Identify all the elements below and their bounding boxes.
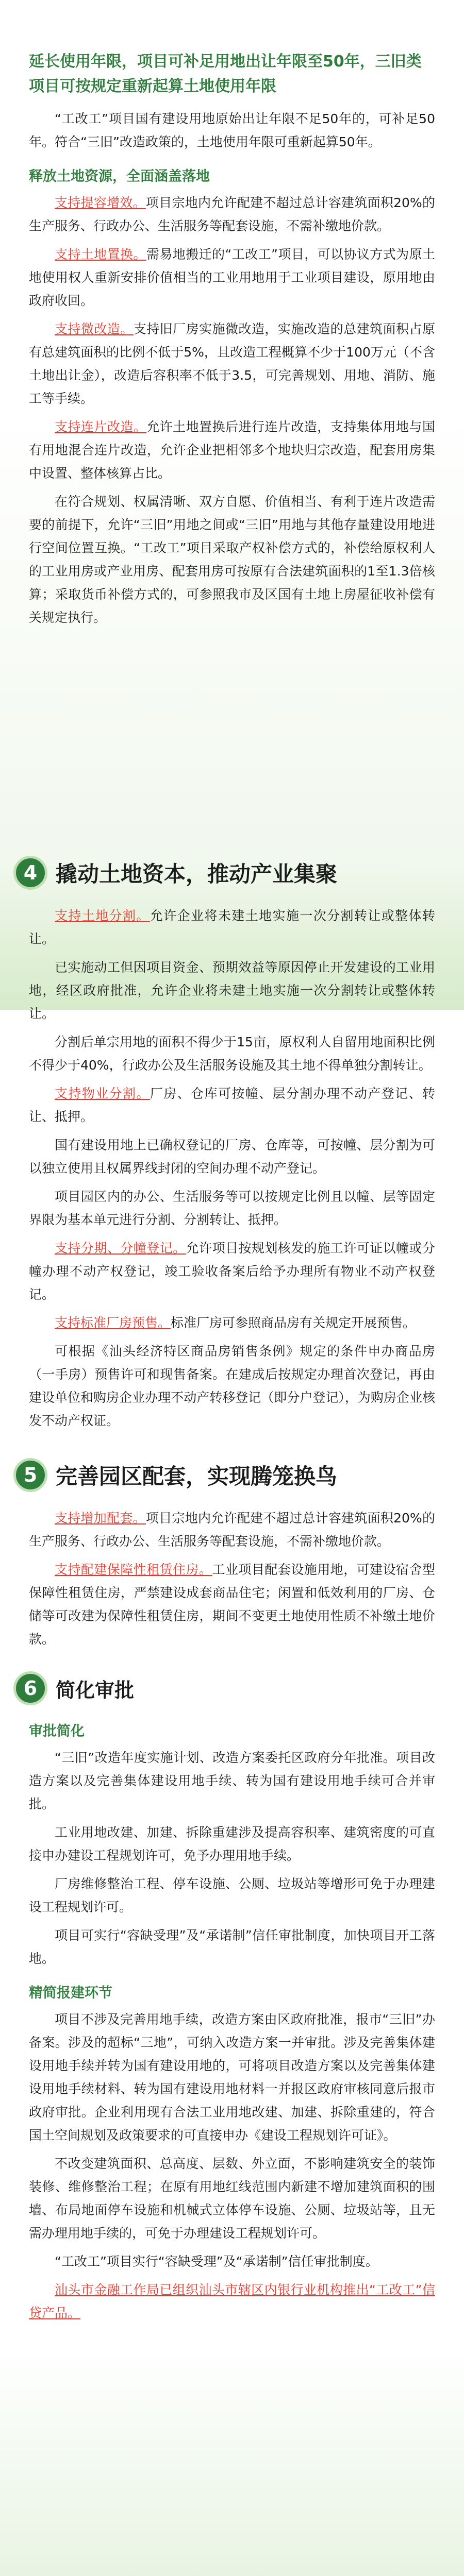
paragraph-text: 标准厂房可参照商品房有关规定开展预售。 — [171, 1315, 416, 1330]
paragraph-text: 项目宗地内允许配建不超过总计容建筑面积20%的生产服务、行政办公、生活服务等配套设施，不需补缴地价款。 — [29, 1511, 435, 1549]
release-item-label: 支持微改造。 — [55, 321, 134, 336]
release-item — [29, 243, 435, 312]
release-item-label: 支持连片改造。 — [55, 419, 147, 434]
paragraph: “工改工”项目实行“容缺受理”及“承诺制”信任审批制度。 — [55, 2254, 378, 2269]
section-title: 撬动土地资本，推动产业集聚 — [56, 861, 338, 887]
paragraph — [29, 1311, 435, 1334]
paragraph: 已实施动工但因项目资金、预期效益等原因停止开发建设的工业用地，经区政府批准，允许企业将未建土地实施一次分割转让或整体转让。 — [29, 960, 435, 1021]
intro-lead-heading: 延长使用年限，项目可补足用地出让年限至50年，三旧类项目可按规定重新起算土地使用年限 — [29, 53, 422, 95]
section-title: 简化审批 — [56, 1679, 135, 1702]
release-item — [29, 415, 435, 485]
section-6-header — [13, 1671, 435, 1705]
paragraph-text: 允许企业将未建土地实施一次分割转让或整体转让。 — [29, 908, 435, 946]
subheading-approval-simplification: 审批简化 — [29, 1723, 85, 1739]
release-item-label: 支持土地置换。 — [55, 247, 146, 262]
highlight-label: 支持物业分割。 — [55, 1086, 150, 1101]
section-number-badge: 6 — [13, 1671, 47, 1705]
paragraph-text: 工业项目配套设施用地，可建设宿舍型保障性租赁住房，严禁建设成套商品住宅；闲置和低效利用的厂房、仓储等可改建为保障性租赁住房，期间不变更土地使用性质不补缴土地价款。 — [29, 1562, 435, 1647]
paragraph — [29, 904, 435, 951]
spacer — [29, 1437, 435, 1458]
paragraph — [29, 2278, 435, 2325]
release-paragraph: 在符合规划、权属清晰、双方自愿、价值相当、有利于连片改造需要的前提下，允许“三旧”用地之间或“三旧”用地与其他存量建设用地进行空间位置互换。“工改工”项目采取产权补偿方式的，补偿给原权利人的工业用房或产业用房、配套用房可按原有合法建筑面积的1至1.3倍核算；采取货币补偿方式的，可参照我市及区国有土地上房屋征收补偿有关规定执行。 — [29, 494, 435, 625]
subheading-streamline-filing: 精简报建环节 — [29, 1985, 112, 2001]
section-number-badge: 5 — [13, 1458, 47, 1492]
highlight-label: 支持配建保障性租赁住房。 — [55, 1562, 212, 1577]
release-item — [29, 191, 435, 238]
highlight-text: 汕头市金融工作局已组织汕头市辖区内银行业机构推出“工改工”信贷产品。 — [29, 2282, 435, 2320]
spacer — [29, 1656, 435, 1671]
release-heading: 释放土地资源，全面涵盖落地 — [29, 168, 210, 184]
section-number-badge: 4 — [13, 856, 47, 890]
paragraph — [29, 1506, 435, 1553]
release-item-text: 允许土地置换后进行连片改造，支持集体用地与国有用地混合连片改造，允许企业把相邻多个地块归宗改造，配套用房集中设置、整体核算占比。 — [29, 419, 435, 481]
section-5-header — [13, 1458, 435, 1492]
release-item-text: 需易地搬迁的“工改工”项目，可以协议方式为原土地使用权人重新安排价值相当的工业用地用于工业项目建设，原用地由政府收回。 — [29, 247, 435, 308]
intro-paragraph: “工改工”项目国有建设用地原始出让年限不足50年的，可补足50年。符合“三旧”改造政策的，土地使用年限可重新起算50年。 — [29, 111, 435, 149]
paragraph: 项目可实行“容缺受理”及“承诺制”信任审批制度，加快项目开工落地。 — [29, 1928, 435, 1966]
paragraph: 分割后单宗用地的面积不得少于15亩，原权利人自留用地面积比例不得少于40%，行政办公及生活服务设施及其土地不得单独分割转让。 — [29, 1035, 435, 1073]
release-item — [29, 317, 435, 410]
spacer — [29, 634, 435, 856]
section-4-header — [13, 856, 435, 890]
highlight-label: 支持分期、分幢登记。 — [55, 1241, 186, 1256]
release-item-text: 项目宗地内允许配建不超过总计容建筑面积20%的生产服务、行政办公、生活服务等配套设施，不需补缴地价款。 — [29, 195, 435, 233]
paragraph: 厂房维修整治工程、停车设施、公厕、垃圾站等增形可免于办理建设工程规划许可。 — [29, 1876, 435, 1914]
release-item-label: 支持提容增效。 — [55, 195, 146, 210]
highlight-label: 支持标准厂房预售。 — [55, 1315, 171, 1330]
section-title: 完善园区配套，实现腾笼换鸟 — [56, 1464, 338, 1489]
paragraph — [29, 1082, 435, 1128]
paragraph — [29, 1236, 435, 1306]
release-item-text: 支持旧厂房实施微改造，实施改造的总建筑面积占原有总建筑面积的比例不低于5%，且改造工程概算不少于100万元（不含土地出让金），改造后容积率不低于3.5，可完善规划、用地、消防、施工等手续。 — [29, 321, 435, 406]
highlight-label: 支持土地分割。 — [55, 908, 150, 923]
paragraph: 项目不涉及完善用地手续，改造方案由区政府批准，报市“三旧”办备案。涉及的超标“三地”，可纳入改造方案一并审批。涉及完善集体建设用地手续并转为国有建设用地的，可将项目改造方案以及完善集体建设用地手续材料、转为国有建设用地材料一并报区政府审核同意后报市政府审批。企业利用现有合法工业用地改建、加建、拆除重建的，符合国土空间规划及政策要求的可直接申办《建设工程规划许可证》。 — [29, 2012, 435, 2143]
paragraph: 项目园区内的办公、生活服务等可以按规定比例且以幢、层等固定界限为基本单元进行分割、分割转让、抵押。 — [29, 1189, 435, 1227]
paragraph: “三旧”改造年度实施计划、改造方案委托区政府分年批准。项目改造方案以及完善集体建设用地手续、转为国有建设用地手续可合并审批。 — [29, 1750, 435, 1811]
paragraph: 不改变建筑面积、总高度、层数、外立面，不影响建筑安全的装饰装修、维修整治工程；在原有用地红线范围内新建不增加建筑面积的围墙、布局地面停车设施和机械式立体停车设施、公厕、垃圾站等，且无需办理用地手续的，可免于办理建设工程规划许可。 — [29, 2156, 435, 2241]
paragraph: 国有建设用地上已确权登记的厂房、仓库等，可按幢、层分割为可以独立使用且权属界线封闭的空间办理不动产登记。 — [29, 1138, 435, 1176]
paragraph: 可根据《汕头经济特区商品房销售条例》规定的条件申办商品房（一手房）预售许可和现售备案。在建成后按规定办理首次登记，再由建设单位和购房企业办理不动产转移登记（即分户登记），为购房企业核发不动产权证。 — [29, 1344, 435, 1428]
background-band-bottom — [0, 2349, 464, 2576]
highlight-label: 支持增加配套。 — [55, 1511, 146, 1526]
paragraph-text: 允许项目按规划核发的施工许可证以幢或分幢办理不动产权登记，竣工验收备案后给予办理所有物业不动产权登记。 — [29, 1241, 435, 1302]
paragraph — [29, 1558, 435, 1651]
paragraph-text: 厂房、仓库可按幢、层分割办理不动产登记、转让、抵押。 — [29, 1086, 435, 1124]
paragraph: 工业用地改建、加建、拆除重建涉及提高容积率、建筑密度的可直接申办建设工程规划许可，免予办理用地手续。 — [29, 1825, 435, 1863]
